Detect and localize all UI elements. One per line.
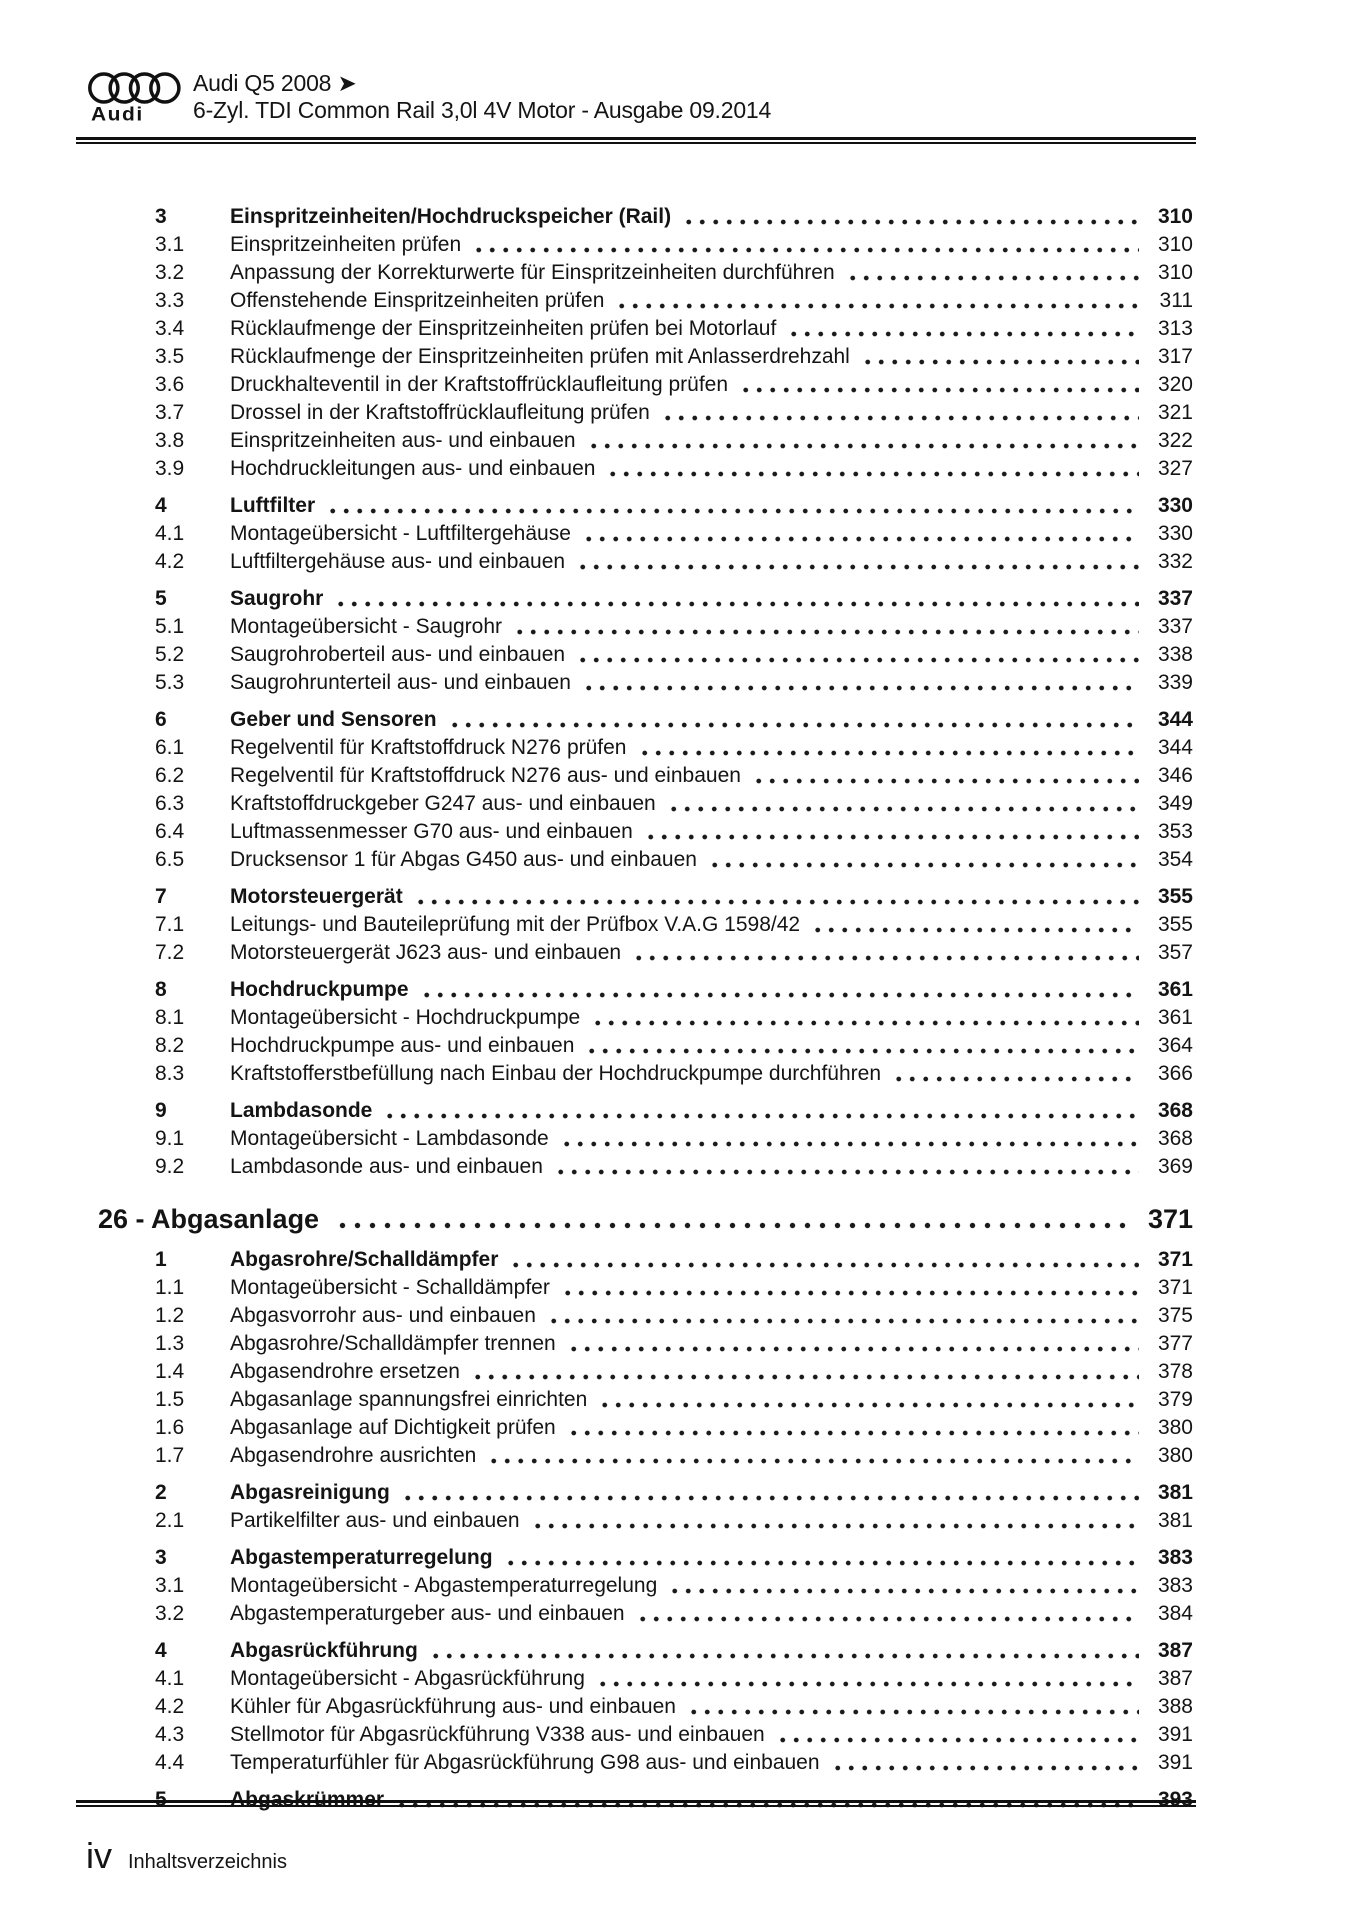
dot-leader [448, 706, 1139, 734]
toc-entry-page: 321 [1157, 401, 1193, 424]
toc-entry-number: 5.1 [155, 615, 185, 638]
toc-entry-page: 368 [1157, 1099, 1193, 1122]
dot-leader [561, 1274, 1139, 1302]
toc-entry-row [0, 427, 1193, 455]
toc-entry-number: 5.2 [155, 643, 185, 666]
dot-leader [596, 1665, 1139, 1693]
toc-entry-row [0, 706, 1193, 734]
toc-entry-number: 4 [155, 1639, 167, 1662]
toc-entry-page: 371 [1157, 1248, 1193, 1271]
toc-entry-row [0, 455, 1193, 483]
toc-entry-row [0, 1097, 1193, 1125]
toc-entry-title: Partikelfilter aus- und einbauen [230, 1509, 520, 1532]
toc-entry-page: 339 [1157, 671, 1193, 694]
toc-entry-row [0, 762, 1193, 790]
toc-entry-title: Kraftstofferstbefüllung nach Einbau der Hochdruckpumpe durchführen [230, 1062, 882, 1085]
toc-entry-row [0, 669, 1193, 697]
page-footer [76, 1800, 1196, 1875]
toc-entry-page: 355 [1157, 885, 1193, 908]
toc-entry-page: 310 [1157, 233, 1193, 256]
toc-entry-page: 330 [1157, 494, 1193, 517]
toc-entry-title: Montageübersicht - Lambdasonde [230, 1127, 549, 1150]
toc-entry-number: 3.9 [155, 457, 185, 480]
toc-entry-row [0, 1125, 1193, 1153]
dot-leader [560, 1125, 1139, 1153]
toc-entry-page: 387 [1157, 1667, 1193, 1690]
toc-entry-row [0, 548, 1193, 576]
toc-entry-page: 381 [1157, 1481, 1193, 1504]
toc-entry-title: Leitungs- und Bauteileprüfung mit der Prüfbox V.A.G 1598/42 [230, 913, 801, 936]
toc-entry-page: 313 [1157, 317, 1193, 340]
toc-entry-row [0, 1507, 1193, 1535]
dot-leader [547, 1302, 1139, 1330]
toc-entry-title: Abgastemperaturregelung [230, 1546, 493, 1569]
toc-entry-title: Abgasendrohre ausrichten [230, 1444, 477, 1467]
toc-entry-number: 7 [155, 885, 167, 908]
dot-leader [335, 1201, 1131, 1237]
toc-entry-number: 3.1 [155, 1574, 185, 1597]
toc-entry-number: 3.1 [155, 233, 185, 256]
dot-leader [787, 315, 1139, 343]
toc-entry-row [0, 1749, 1193, 1777]
dot-leader [606, 455, 1139, 483]
toc-entry-page: 383 [1157, 1546, 1193, 1569]
dot-leader [471, 1358, 1139, 1386]
dot-leader [531, 1507, 1139, 1535]
toc-entry-title: Abgasreinigung [230, 1481, 390, 1504]
toc-entry-number: 7.2 [155, 941, 185, 964]
dot-leader [582, 520, 1139, 548]
dot-leader [554, 1153, 1139, 1181]
toc-entry-page: 366 [1157, 1062, 1193, 1085]
footer-rule [76, 1800, 1196, 1807]
toc-entry-number: 3.7 [155, 401, 185, 424]
toc-entry-number: 6.2 [155, 764, 185, 787]
toc-entry-title: Hochdruckpumpe [230, 978, 409, 1001]
toc-entry-number: 9 [155, 1099, 167, 1122]
toc-entry-number: 3.8 [155, 429, 185, 452]
toc-entry-page: 391 [1157, 1751, 1193, 1774]
toc-entry-row [0, 1414, 1193, 1442]
dot-leader [334, 585, 1139, 613]
toc-entry-title: Rücklaufmenge der Einspritzeinheiten prüfen mit Anlasserdrehzahl [230, 345, 850, 368]
dot-leader [587, 427, 1139, 455]
toc-entry-page: 384 [1157, 1602, 1193, 1625]
dot-leader [687, 1693, 1139, 1721]
toc-entry-title: Hochdruckpumpe aus- und einbauen [230, 1034, 575, 1057]
toc-entry-title: Geber und Sensoren [230, 708, 437, 731]
dot-leader [892, 1060, 1139, 1088]
toc-entry-row [0, 287, 1193, 315]
dot-leader [615, 287, 1139, 315]
toc-entry-page: 361 [1157, 1006, 1193, 1029]
toc-entry-title: Abgasendrohre ersetzen [230, 1360, 460, 1383]
toc-entry-row [0, 371, 1193, 399]
audi-logo [85, 70, 185, 127]
dot-leader [661, 399, 1139, 427]
toc-entry-row [0, 1721, 1193, 1749]
toc-entry-title: Abgasrohre/Schalldämpfer [230, 1248, 499, 1271]
dot-leader [752, 762, 1139, 790]
toc-entry-number: 3.4 [155, 317, 185, 340]
toc-entry-number: 4.3 [155, 1723, 185, 1746]
toc-entry-row [0, 1274, 1193, 1302]
header-rule [76, 137, 1196, 144]
toc-entry-title: Montageübersicht - Abgastemperaturregelung [230, 1574, 658, 1597]
toc-entry-number: 3.5 [155, 345, 185, 368]
toc-entry-number: 6.3 [155, 792, 185, 815]
dot-leader [708, 846, 1139, 874]
toc-entry-row [0, 1330, 1193, 1358]
toc-entry-page: 383 [1157, 1574, 1193, 1597]
toc-entry-title: Druckhalteventil in der Kraftstoffrücklaufleitung prüfen [230, 373, 729, 396]
toc-entry-title: Abgasanlage auf Dichtigkeit prüfen [230, 1416, 556, 1439]
toc-entry-page: 375 [1157, 1304, 1193, 1327]
toc-entry-page: 346 [1157, 764, 1193, 787]
toc-entry-page: 371 [1147, 1204, 1193, 1234]
toc-entry-row [0, 1637, 1193, 1665]
toc-entry-page: 332 [1157, 550, 1193, 573]
toc-entry-number: 7.1 [155, 913, 185, 936]
footer-text [76, 1837, 1196, 1875]
toc-entry-title: Einspritzeinheiten prüfen [230, 233, 462, 256]
dot-leader [567, 1414, 1139, 1442]
toc-entry-number: 3 [155, 1546, 167, 1569]
footer-section-label: Inhaltsverzeichnis [128, 1851, 287, 1873]
toc-entry-title: Motorsteuergerät J623 aus- und einbauen [230, 941, 622, 964]
toc-entry-page: 327 [1157, 457, 1193, 480]
dot-leader [667, 790, 1139, 818]
page-number-roman: iv [86, 1835, 112, 1876]
toc-entry-number: 9.2 [155, 1155, 185, 1178]
toc-entry-title: Offenstehende Einspritzeinheiten prüfen [230, 289, 605, 312]
dot-leader [739, 371, 1139, 399]
toc-entry-page: 338 [1157, 643, 1193, 666]
header-titles [193, 70, 771, 124]
toc-entry-page: 330 [1157, 522, 1193, 545]
dot-leader [487, 1442, 1139, 1470]
toc-entry-title: Einspritzeinheiten aus- und einbauen [230, 429, 576, 452]
toc-entry-row [0, 734, 1193, 762]
toc-entry-row [0, 976, 1193, 1004]
toc-entry-row [0, 790, 1193, 818]
toc-entry-page: 361 [1157, 978, 1193, 1001]
toc-entry-row [0, 1004, 1193, 1032]
toc-entry-row [0, 1060, 1193, 1088]
toc-entry-number: 6.5 [155, 848, 185, 871]
toc-entry-row [0, 1358, 1193, 1386]
dot-leader [811, 911, 1139, 939]
dot-leader [513, 613, 1139, 641]
dot-leader [414, 883, 1139, 911]
toc-entry-row [0, 585, 1193, 613]
toc-entry-title: Luftmassenmesser G70 aus- und einbauen [230, 820, 633, 843]
toc-entry-number: 3.2 [155, 261, 185, 284]
toc-entry-row [0, 520, 1193, 548]
toc-entry-title: Abgasrohre/Schalldämpfer trennen [230, 1332, 556, 1355]
toc-entry-row [0, 1693, 1193, 1721]
toc-entry-title: Saugrohrunterteil aus- und einbauen [230, 671, 571, 694]
toc-entry-page: 387 [1157, 1639, 1193, 1662]
dot-leader [429, 1637, 1139, 1665]
toc-entry-row [0, 231, 1193, 259]
audi-wordmark: Audi [91, 103, 144, 126]
toc-entry-number: 3.6 [155, 373, 185, 396]
toc-entry-number: 5.3 [155, 671, 185, 694]
toc-entry-page: 391 [1157, 1723, 1193, 1746]
toc-entry-page: 344 [1157, 736, 1193, 759]
toc-entry-number: 1.4 [155, 1360, 185, 1383]
toc-entry-number: 8.3 [155, 1062, 185, 1085]
toc-entry-page: 393 [1157, 1788, 1193, 1811]
dot-leader [585, 1032, 1139, 1060]
dot-leader [846, 259, 1139, 287]
toc-entry-title: Hochdruckleitungen aus- und einbauen [230, 457, 596, 480]
toc-entry-page: 311 [1159, 289, 1193, 312]
toc-entry-title: Stellmotor für Abgasrückführung V338 aus- und einbauen [230, 1723, 765, 1746]
toc-entry-title: Temperaturfühler für Abgasrückführung G98 aus- und einbauen [230, 1751, 820, 1774]
dot-leader [644, 818, 1139, 846]
toc-entry-title: Regelventil für Kraftstoffdruck N276 prüfen [230, 736, 627, 759]
toc-entry-row [0, 1032, 1193, 1060]
toc-entry-title: Saugrohr [230, 587, 324, 610]
toc-entry-title: Kühler für Abgasrückführung aus- und einbauen [230, 1695, 676, 1718]
dot-leader [636, 1600, 1139, 1628]
toc-entry-row [0, 883, 1193, 911]
toc-entry-row [0, 343, 1193, 371]
dot-leader [598, 1386, 1139, 1414]
toc-entry-title: Montageübersicht - Abgasrückführung [230, 1667, 585, 1690]
dot-leader [576, 548, 1139, 576]
toc-entry-row [0, 1246, 1193, 1274]
toc-entry-title: Abgastemperaturgeber aus- und einbauen [230, 1602, 625, 1625]
dot-leader [776, 1721, 1139, 1749]
toc-entry-page: 379 [1157, 1388, 1193, 1411]
toc-entry-page: 320 [1157, 373, 1193, 396]
toc-entry-page: 377 [1157, 1332, 1193, 1355]
toc-entry-row [0, 203, 1193, 231]
toc-entry-number: 1.3 [155, 1332, 185, 1355]
dot-leader [682, 203, 1139, 231]
toc-entry-title: Abgasanlage spannungsfrei einrichten [230, 1388, 588, 1411]
toc-entry-number: 3.3 [155, 289, 185, 312]
toc-entry-title: Lambdasonde aus- und einbauen [230, 1155, 543, 1178]
toc-entry-number: 6.1 [155, 736, 185, 759]
dot-leader [504, 1544, 1139, 1572]
dot-leader [831, 1749, 1139, 1777]
toc-entry-title: Kraftstoffdruckgeber G247 aus- und einbauen [230, 792, 656, 815]
toc-entry-title: Luftfilter [230, 494, 316, 517]
toc-entry-number: 4 [155, 494, 167, 517]
toc-entry-title: Montageübersicht - Schalldämpfer [230, 1276, 550, 1299]
toc-entry-number: 6.4 [155, 820, 185, 843]
toc-entry-row [0, 492, 1193, 520]
toc-entry-row [0, 1572, 1193, 1600]
toc-entry-row [0, 1544, 1193, 1572]
dot-leader [861, 343, 1139, 371]
toc-entry-number: 9.1 [155, 1127, 185, 1150]
dot-leader [576, 641, 1139, 669]
toc-entry-row [0, 846, 1193, 874]
dot-leader [401, 1479, 1139, 1507]
toc-entry-page: 349 [1157, 792, 1193, 815]
toc-entry-number: 2.1 [155, 1509, 185, 1532]
toc-entry-number: 4.4 [155, 1751, 185, 1774]
toc-entry-row [0, 613, 1193, 641]
dot-leader [668, 1572, 1139, 1600]
toc-entry-number: 1.1 [155, 1276, 185, 1299]
toc-entry-title: 26 - Abgasanlage [98, 1204, 320, 1234]
toc-entry-row [0, 1153, 1193, 1181]
toc-entry-number: 4.1 [155, 522, 185, 545]
toc-entry-page: 344 [1157, 708, 1193, 731]
toc-entry-page: 317 [1157, 345, 1193, 368]
toc-entry-page: 354 [1157, 848, 1193, 871]
toc-entry-title: Abgasrückführung [230, 1639, 418, 1662]
dot-leader [383, 1097, 1139, 1125]
toc-entry-page: 378 [1157, 1360, 1193, 1383]
toc-entry-number: 8.2 [155, 1034, 185, 1057]
toc-entry-row [0, 1665, 1193, 1693]
toc-entry-title: Abgasvorrohr aus- und einbauen [230, 1304, 536, 1327]
toc-entry-title: Regelventil für Kraftstoffdruck N276 aus- und einbauen [230, 764, 741, 787]
dot-leader [582, 669, 1139, 697]
model-line: Audi Q5 2008 ➤ [193, 70, 357, 96]
toc-entry-number: 4.2 [155, 1695, 185, 1718]
dot-leader [591, 1004, 1139, 1032]
toc-entry-row [0, 399, 1193, 427]
toc-entry-title: Drucksensor 1 für Abgas G450 aus- und einbauen [230, 848, 697, 871]
toc-entry-number: 4.1 [155, 1667, 185, 1690]
toc-entry-title: Motorsteuergerät [230, 885, 403, 908]
toc-entry-number: 1.5 [155, 1388, 185, 1411]
dot-leader [509, 1246, 1139, 1274]
toc-entry-title: Saugrohroberteil aus- und einbauen [230, 643, 566, 666]
toc-entry-page: 369 [1157, 1155, 1193, 1178]
toc-entry-page: 357 [1157, 941, 1193, 964]
toc-entry-number: 1.6 [155, 1416, 185, 1439]
toc-entry-row [0, 1386, 1193, 1414]
toc-entry-page: 355 [1157, 913, 1193, 936]
toc-entry-title: Abgaskrümmer [230, 1788, 385, 1811]
toc-entry-row [0, 315, 1193, 343]
engine-subtitle: 6-Zyl. TDI Common Rail 3,0l 4V Motor - Ausgabe 09.2014 [193, 97, 772, 123]
toc-entry-page: 388 [1157, 1695, 1193, 1718]
toc-entry-page: 353 [1157, 820, 1193, 843]
page-header [85, 70, 771, 127]
toc-entry-page: 381 [1157, 1509, 1193, 1532]
toc-entry-row [0, 818, 1193, 846]
toc-entry-page: 380 [1157, 1444, 1193, 1467]
toc-entry-row [0, 1442, 1193, 1470]
toc-entry-page: 322 [1157, 429, 1193, 452]
toc-list [0, 194, 1193, 1814]
toc-entry-row [0, 1479, 1193, 1507]
toc-entry-title: Montageübersicht - Luftfiltergehäuse [230, 522, 571, 545]
toc-entry-row [0, 1600, 1193, 1628]
toc-entry-title: Luftfiltergehäuse aus- und einbauen [230, 550, 566, 573]
toc-entry-number: 2 [155, 1481, 167, 1504]
toc-entry-page: 310 [1157, 205, 1193, 228]
toc-entry-page: 310 [1157, 261, 1193, 284]
toc-entry-number: 3 [155, 205, 167, 228]
dot-leader [567, 1330, 1139, 1358]
dot-leader [326, 492, 1139, 520]
toc-entry-title: Anpassung der Korrekturwerte für Einspritzeinheiten durchführen [230, 261, 835, 284]
toc-entry-number: 1.2 [155, 1304, 185, 1327]
toc-entry-page: 368 [1157, 1127, 1193, 1150]
toc-entry-row [0, 911, 1193, 939]
audi-rings-icon [87, 70, 181, 106]
toc-entry-number: 3.2 [155, 1602, 185, 1625]
dot-leader [638, 734, 1140, 762]
dot-leader [632, 939, 1139, 967]
toc-entry-page: 337 [1157, 615, 1193, 638]
toc-entry-page: 364 [1157, 1034, 1193, 1057]
toc-entry-number: 5 [155, 587, 167, 610]
toc-chapter-row [0, 1201, 1193, 1237]
toc-entry-page: 380 [1157, 1416, 1193, 1439]
toc-entry-number: 1.7 [155, 1444, 185, 1467]
toc-entry-row [0, 939, 1193, 967]
toc-entry-title: Rücklaufmenge der Einspritzeinheiten prüfen bei Motorlauf [230, 317, 777, 340]
dot-leader [420, 976, 1139, 1004]
toc-entry-row [0, 1302, 1193, 1330]
dot-leader [472, 231, 1139, 259]
toc-entry-title: Montageübersicht - Saugrohr [230, 615, 502, 638]
toc-entry-page: 337 [1157, 587, 1193, 610]
toc-entry-page: 371 [1157, 1276, 1193, 1299]
toc-entry-title: Einspritzeinheiten/Hochdruckspeicher (Rail) [230, 205, 672, 228]
toc-entry-row [0, 641, 1193, 669]
toc-entry-number: 1 [155, 1248, 167, 1271]
toc-entry-number: 6 [155, 708, 167, 731]
toc-entry-row [0, 259, 1193, 287]
toc-entry-number: 5 [155, 1788, 167, 1811]
toc-entry-number: 8 [155, 978, 167, 1001]
toc-entry-title: Montageübersicht - Hochdruckpumpe [230, 1006, 581, 1029]
toc-entry-title: Lambdasonde [230, 1099, 373, 1122]
toc-entry-number: 8.1 [155, 1006, 185, 1029]
toc-entry-number: 4.2 [155, 550, 185, 573]
toc-entry-title: Drossel in der Kraftstoffrücklaufleitung prüfen [230, 401, 650, 424]
